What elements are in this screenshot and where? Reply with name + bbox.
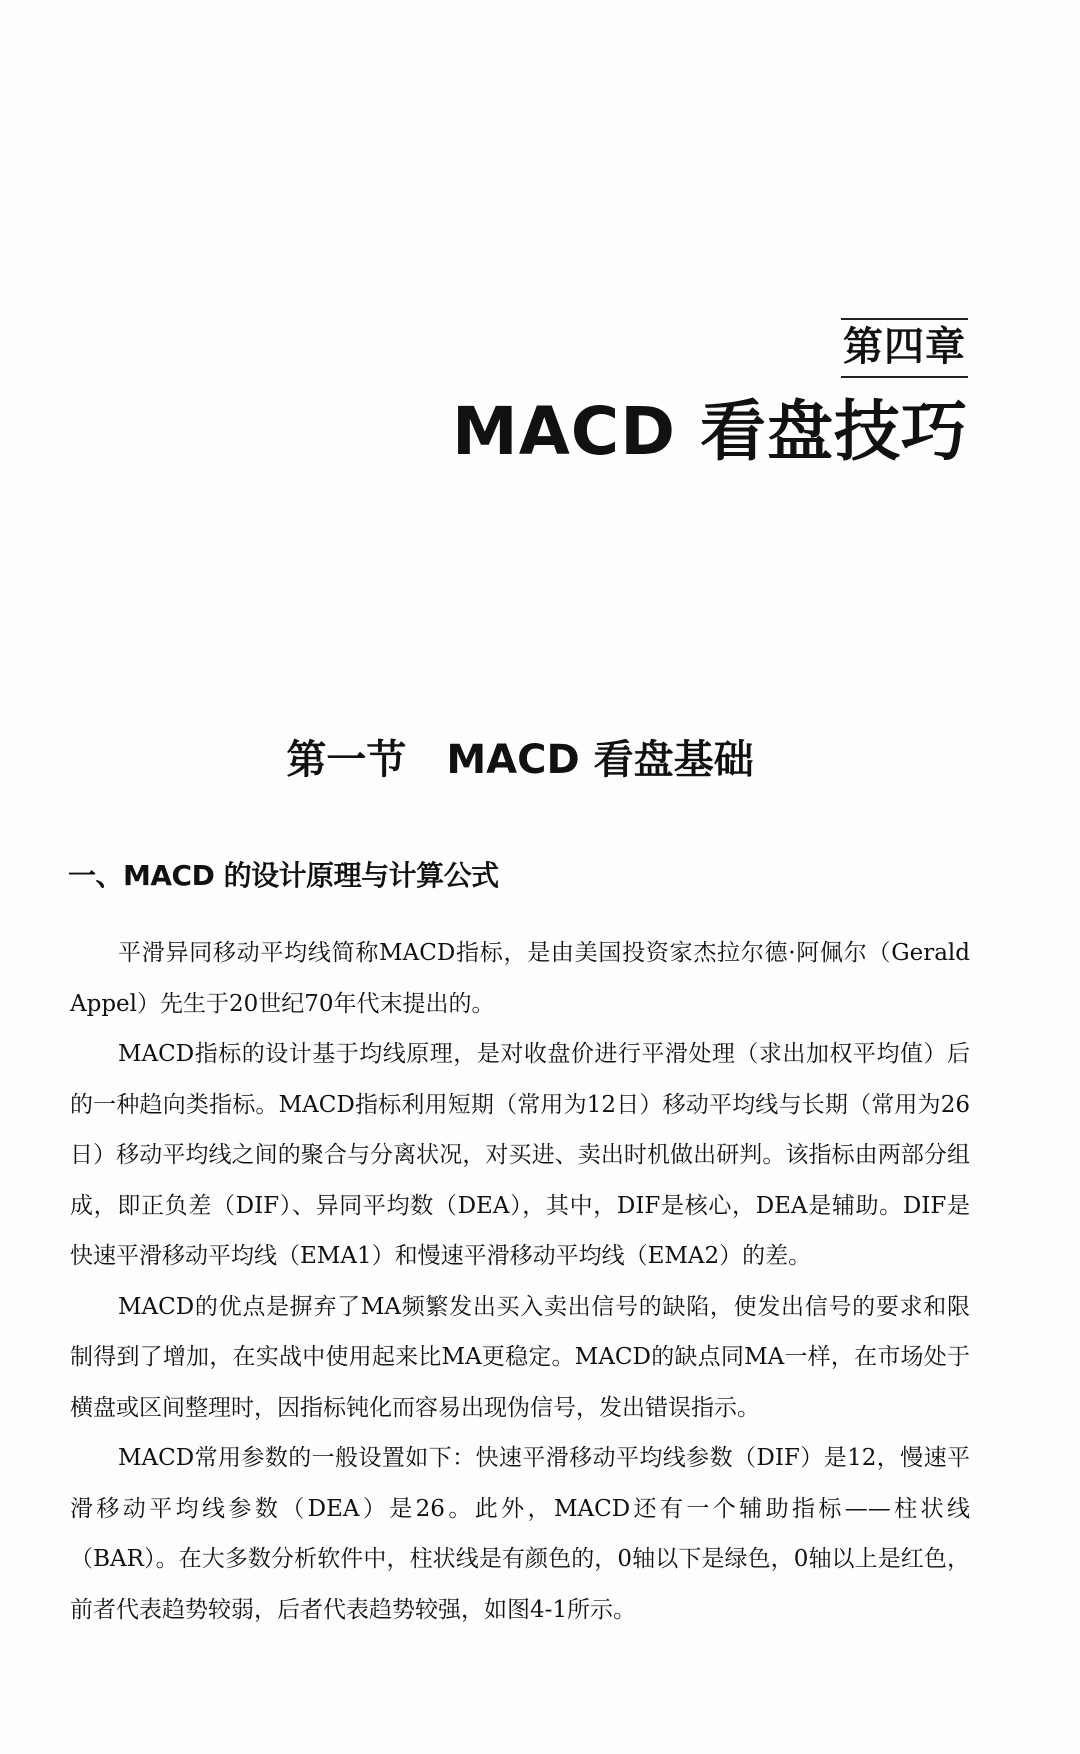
section-number: 第一节 xyxy=(286,737,407,783)
paragraph: MACD的优点是摒弃了MA频繁发出买入卖出信号的缺陷，使发出信号的要求和限制得到了增加，在实战中使用起来比MA更稳定。MACD的缺点同MA一样，在市场处于横盘或区间整理时，因指标钝化而容易出现伪信号，发出错误指示。 xyxy=(70,1293,970,1421)
chapter-heading xyxy=(452,318,968,472)
body-text xyxy=(70,928,970,1635)
paragraph: MACD常用参数的一般设置如下：快速平滑移动平均线参数（DIF）是12，慢速平滑移动平均线参数（DEA）是26。此外，MACD还有一个辅助指标——柱状线（BAR）。在大多数分析软件中，柱状线是有颜色的，0轴以下是绿色，0轴以上是红色，前者代表趋势较弱，后者代表趋势较强，如图4-1所示。 xyxy=(70,1445,970,1623)
subsection-title: 一、MACD 的设计原理与计算公式 xyxy=(68,859,499,892)
paragraph: 平滑异同移动平均线简称MACD指标，是由美国投资家杰拉尔德·阿佩尔（Gerald Appel）先生于20世纪70年代末提出的。 xyxy=(70,940,970,1017)
paragraph: MACD指标的设计基于均线原理，是对收盘价进行平滑处理（求出加权平均值）后的一种趋向类指标。MACD指标利用短期（常用为12日）移动平均线与长期（常用为26日）移动平均线之间的聚合与分离状况，对买进、卖出时机做出研判。该指标由两部分组成，即正负差（DIF）、异同平均数（DEA），其中，DIF是核心，DEA是辅助。DIF是快速平滑移动平均线（EMA1）和慢速平滑移动平均线（EMA2）的差。 xyxy=(70,1041,970,1269)
section-title: MACD 看盘基础 xyxy=(446,737,754,783)
chapter-label: 第四章 xyxy=(841,318,968,378)
section-heading xyxy=(0,732,1040,788)
chapter-title: MACD 看盘技巧 xyxy=(452,393,968,470)
